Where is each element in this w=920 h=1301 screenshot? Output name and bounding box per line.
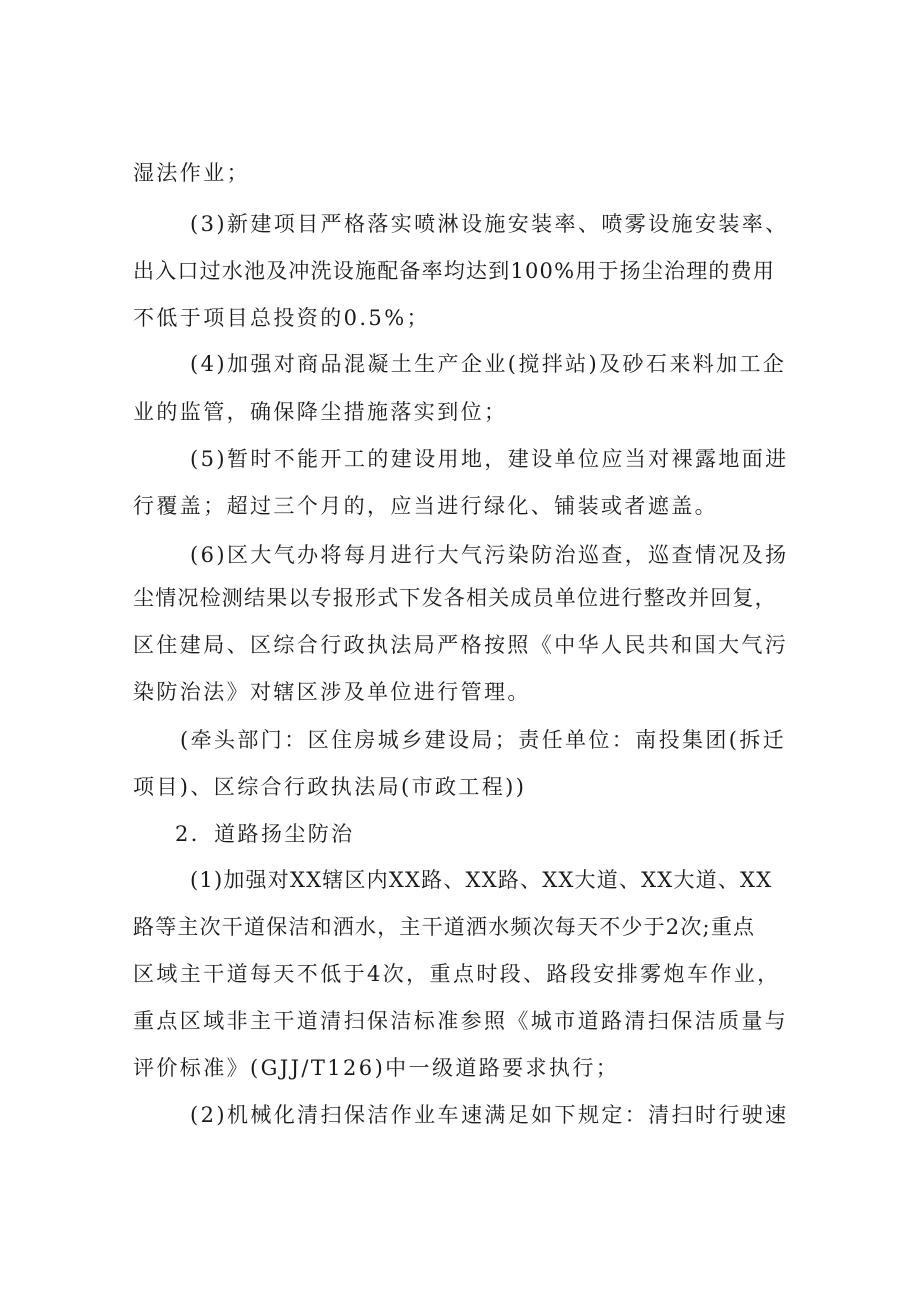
text-line: 重点区域非主干道清扫保洁标准参照《城市道路清扫保洁质量与	[133, 1009, 789, 1033]
text-line: (4)加强对商品混凝土生产企业(搅拌站)及砂石来料加工企	[190, 352, 787, 376]
text-line: 评价标准》(GJJ/T126)中一级道路要求执行；	[133, 1056, 620, 1080]
text-line: 业的监管，确保降尘措施落实到位；	[133, 400, 508, 424]
text-line: 染防治法》对辖区涉及单位进行管理。	[133, 680, 531, 704]
text-line: 不低于项目总投资的0.5%；	[133, 306, 430, 330]
text-line: (1)加强对XX辖区内XX路、XX路、XX大道、XX大道、XX	[190, 868, 773, 892]
text-line: (6)区大气办将每月进行大气污染防治巡查，巡查情况及扬	[190, 543, 789, 567]
text-line: 出入口过水池及冲洗设施配备率均达到100%用于扬尘治理的费用	[133, 259, 776, 283]
text-line: (3)新建项目严格落实喷淋设施安装率、喷雾设施安装率、	[190, 212, 789, 236]
text-line: 湿法作业；	[133, 161, 250, 185]
text-line: 路等主次干道保洁和洒水，主干道洒水频次每天不少于2次;重点	[133, 915, 756, 939]
text-line: 行覆盖；超过三个月的，应当进行绿化、铺装或者遮盖。	[133, 494, 718, 518]
text-line: (5)暂时不能开工的建设用地，建设单位应当对裸露地面进	[190, 447, 789, 471]
text-line: 区域主干道每天不低于4次，重点时段、路段安排雾炮车作业，	[133, 962, 781, 986]
section-heading: 2．道路扬尘防治	[175, 822, 355, 846]
text-line: 区住建局、区综合行政执法局严格按照《中华人民共和国大气污	[133, 633, 789, 657]
text-line: (牵头部门：区住房城乡建设局；责任单位：南投集团(拆迁	[180, 728, 787, 752]
text-line: (2)机械化清扫保洁作业车速满足如下规定：清扫时行驶速	[190, 1103, 789, 1127]
text-line: 尘情况检测结果以专报形式下发各相关成员单位进行整改并回复，	[133, 586, 777, 610]
text-line: 项目)、区综合行政执法局(市政工程))	[133, 775, 527, 799]
